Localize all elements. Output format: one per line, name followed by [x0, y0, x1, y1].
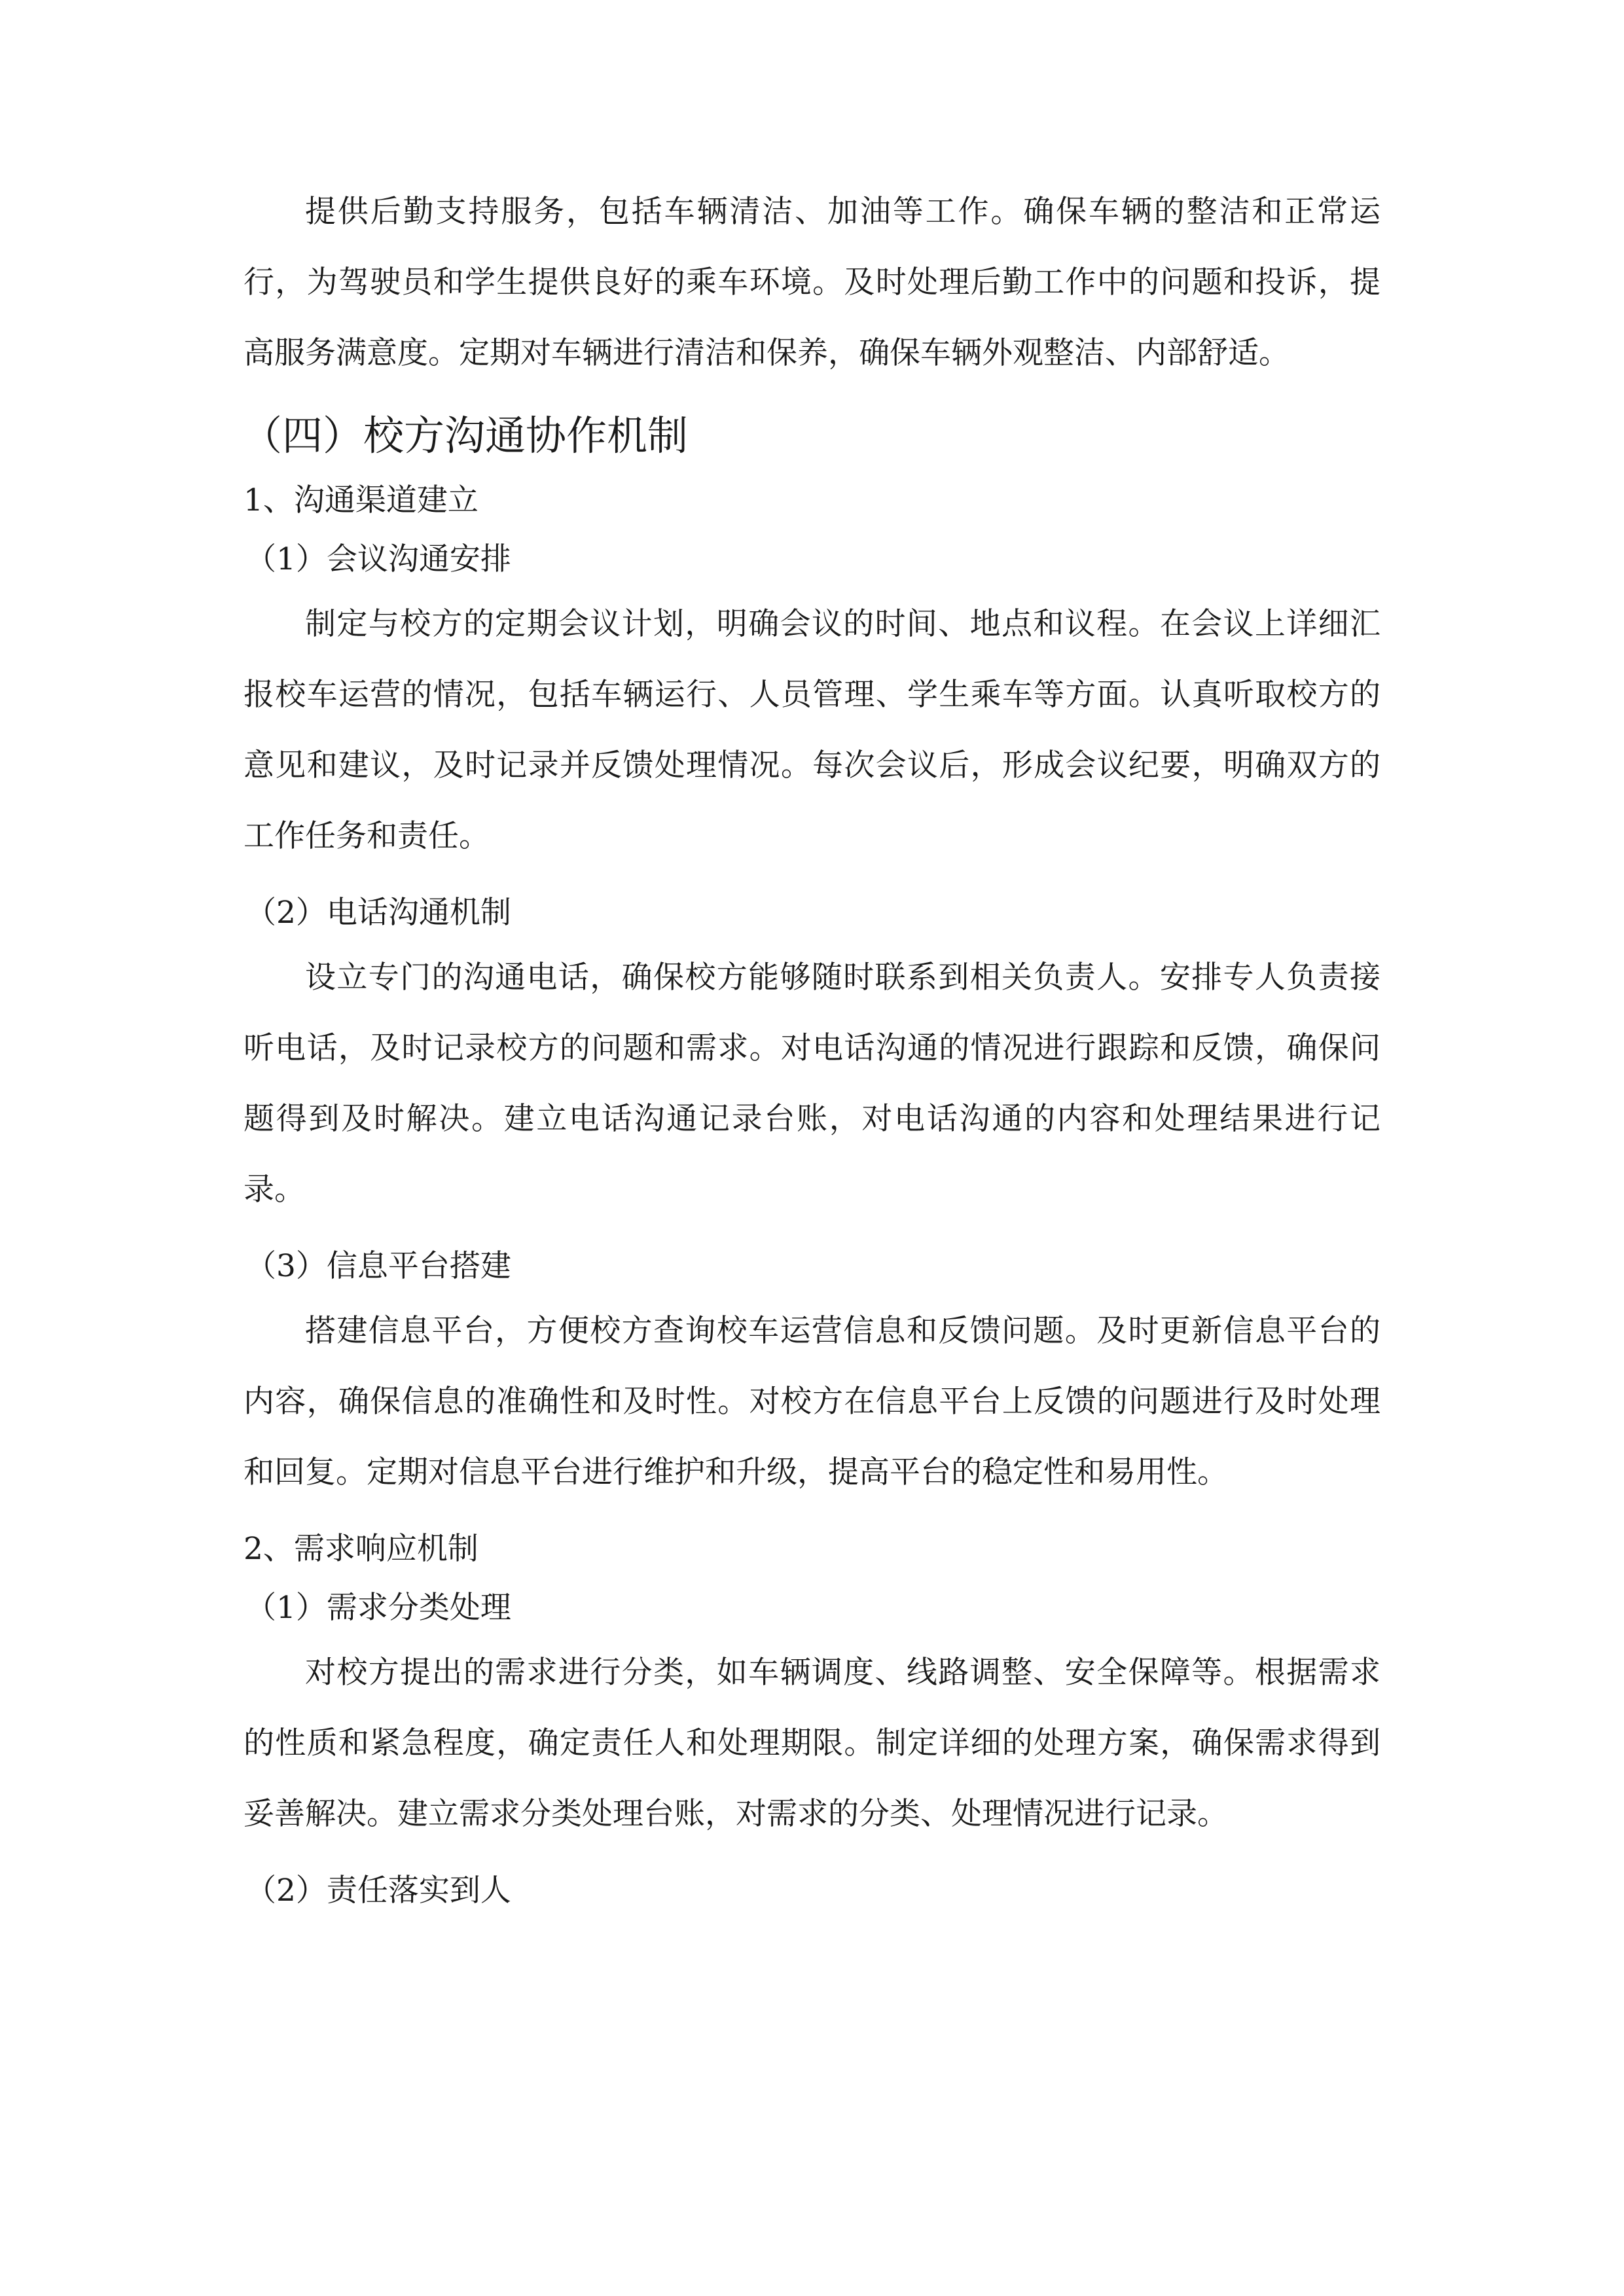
- subsection-heading-demand-response: 2、需求响应机制: [244, 1531, 478, 1567]
- subsection-heading-channel-setup: 1、沟通渠道建立: [244, 482, 478, 518]
- item-heading-demand-classification: （1）需求分类处理: [245, 1590, 511, 1626]
- paragraph-info-platform: 搭建信息平台，方便校方查询校车运营信息和反馈问题。及时更新信息平台的内容，确保信息的准确性和及时性。对校方在信息平台上反馈的问题进行及时处理和回复。定期对信息平台进行维护和升级，提高平台的稳定性和易用性。: [244, 1313, 1380, 1490]
- item-heading-phone-communication: （2）电话沟通机制: [245, 895, 511, 931]
- item-heading-responsibility: （2）责任落实到人: [245, 1873, 511, 1909]
- paragraph-logistics-support: 提供后勤支持服务，包括车辆清洁、加油等工作。确保车辆的整洁和正常运行，为驾驶员和学生提供良好的乘车环境。及时处理后勤工作中的问题和投诉，提高服务满意度。定期对车辆进行清洁和保养，确保车辆外观整洁、内部舒适。: [244, 194, 1380, 371]
- item-heading-info-platform: （3）信息平台搭建: [245, 1248, 511, 1284]
- paragraph-phone-communication: 设立专门的沟通电话，确保校方能够随时联系到相关负责人。安排专人负责接听电话，及时记录校方的问题和需求。对电话沟通的情况进行跟踪和反馈，确保问题得到及时解决。建立电话沟通记录台账，对电话沟通的内容和处理结果进行记录。: [244, 960, 1380, 1208]
- paragraph-meeting-communication: 制定与校方的定期会议计划，明确会议的时间、地点和议程。在会议上详细汇报校车运营的情况，包括车辆运行、人员管理、学生乘车等方面。认真听取校方的意见和建议，及时记录并反馈处理情况。每次会议后，形成会议纪要，明确双方的工作任务和责任。: [244, 606, 1380, 854]
- section-heading-communication-mechanism: （四）校方沟通协作机制: [242, 412, 689, 459]
- document-body: [244, 177, 1380, 1920]
- item-heading-meeting-communication: （1）会议沟通安排: [245, 541, 511, 577]
- paragraph-demand-classification: 对校方提出的需求进行分类，如车辆调度、线路调整、安全保障等。根据需求的性质和紧急程度，确定责任人和处理期限。制定详细的处理方案，确保需求得到妥善解决。建立需求分类处理台账，对需求的分类、处理情况进行记录。: [244, 1655, 1380, 1832]
